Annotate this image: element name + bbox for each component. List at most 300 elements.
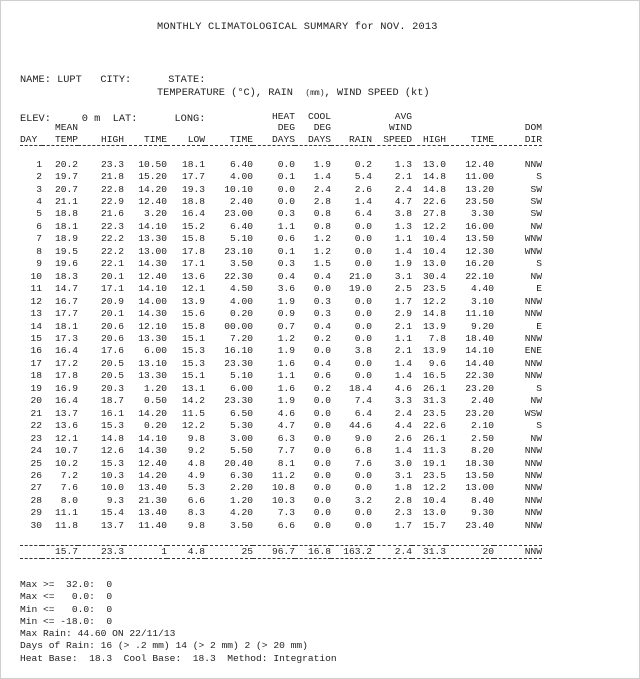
table-row <box>20 408 542 420</box>
cell-dom-dir: NNW <box>524 469 542 481</box>
cell-high: 20.5 <box>100 357 124 369</box>
cell-wind-high: 9.6 <box>428 357 446 369</box>
cell-high-time: 0.50 <box>143 395 167 407</box>
column-header-day: DAY <box>20 133 38 145</box>
total-heat-deg-days: 96.7 <box>271 545 295 557</box>
cell-low: 15.3 <box>181 345 205 357</box>
column-header-avg-wind-speed: AVG <box>394 111 412 122</box>
station-elevation-line: ELEV: 0 m LAT: LONG: <box>20 113 206 125</box>
cell-wind-high: 30.4 <box>422 270 446 282</box>
cell-dom-dir: NW <box>530 432 542 444</box>
cell-dom-dir: S <box>536 382 542 394</box>
cell-high-time: 13.40 <box>138 507 167 519</box>
cell-day: 10 <box>30 270 42 282</box>
cell-avg-wind-speed: 1.4 <box>394 370 412 382</box>
cell-day: 27 <box>30 482 42 494</box>
column-header-cool-deg-days: DEG <box>313 122 331 134</box>
cell-avg-wind-speed: 3.0 <box>394 457 412 469</box>
cell-day: 16 <box>30 345 42 357</box>
cell-low: 15.2 <box>181 220 205 232</box>
table-row <box>20 308 542 320</box>
cell-wind-high: 19.1 <box>422 457 446 469</box>
cell-cool-deg-days: 0.0 <box>313 507 331 519</box>
cell-avg-wind-speed: 1.1 <box>394 233 412 245</box>
column-header-mean-temp: MEAN <box>54 122 78 134</box>
cell-mean-temp: 18.8 <box>54 208 78 220</box>
cell-low-time: 1.20 <box>229 494 253 506</box>
table-row <box>20 321 542 333</box>
cell-wind-high-time: 12.40 <box>465 158 494 170</box>
divider-line <box>20 559 542 572</box>
table-body <box>20 146 542 572</box>
cell-cool-deg-days: 0.0 <box>313 432 331 444</box>
cell-low-time: 5.10 <box>229 233 253 245</box>
cell-cool-deg-days: 2.8 <box>313 196 331 208</box>
cell-dom-dir: E <box>536 283 542 295</box>
cell-low-time: 23.30 <box>224 395 253 407</box>
cell-low: 15.1 <box>181 333 205 344</box>
column-header-heat-deg-days: DEG <box>277 122 295 134</box>
header-row <box>20 122 542 133</box>
column-header-low-time <box>205 122 253 133</box>
cell-rain: 9.0 <box>354 432 372 444</box>
table-row <box>20 470 542 482</box>
column-header-high-time: TIME <box>143 133 167 145</box>
cell-mean-temp: 16.9 <box>54 382 78 394</box>
table-row <box>20 482 542 494</box>
column-header-wind-high <box>412 111 446 122</box>
cell-wind-high: 11.3 <box>422 445 446 457</box>
cell-wind-high: 22.6 <box>422 196 446 208</box>
cell-low-time: 6.50 <box>229 407 253 419</box>
cell-cool-deg-days: 0.3 <box>313 308 331 320</box>
cell-heat-deg-days: 1.1 <box>277 370 295 382</box>
cell-high-time: 10.50 <box>138 158 167 170</box>
cell-wind-high-time: 11.00 <box>465 171 494 183</box>
cell-low-time: 4.00 <box>229 171 253 183</box>
cell-day: 9 <box>36 258 42 270</box>
cell-high-time: 14.20 <box>138 469 167 481</box>
column-header-avg-wind-speed: SPEED <box>383 133 412 145</box>
cell-high: 9.3 <box>106 494 124 506</box>
cell-cool-deg-days: 0.8 <box>313 208 331 220</box>
table-row <box>20 246 542 258</box>
cell-low-time: 6.40 <box>229 220 253 232</box>
cell-dom-dir: NNW <box>524 333 542 344</box>
cell-wind-high-time: 14.40 <box>465 357 494 369</box>
cell-wind-high-time: 22.30 <box>465 370 494 382</box>
cell-rain: 7.4 <box>354 395 372 407</box>
cell-avg-wind-speed: 4.4 <box>394 420 412 432</box>
cell-heat-deg-days: 3.6 <box>277 283 295 295</box>
table-row <box>20 520 542 532</box>
cell-cool-deg-days: 1.5 <box>313 258 331 270</box>
cell-high: 20.1 <box>100 270 124 282</box>
cell-heat-deg-days: 1.1 <box>277 220 295 232</box>
cell-low: 16.4 <box>181 208 205 220</box>
cell-day: 23 <box>30 432 42 444</box>
cell-dom-dir: NNW <box>524 457 542 469</box>
cell-low-time: 16.10 <box>224 345 253 357</box>
cell-mean-temp: 17.3 <box>54 333 78 344</box>
cell-high: 22.1 <box>100 258 124 270</box>
totals-row <box>20 545 542 558</box>
cell-dom-dir: NW <box>530 270 542 282</box>
summary-footer <box>20 579 337 665</box>
cell-high-time: 14.30 <box>138 258 167 270</box>
cell-high: 21.6 <box>100 208 124 220</box>
cell-wind-high-time: 23.50 <box>465 196 494 208</box>
cell-heat-deg-days: 0.1 <box>277 245 295 257</box>
cell-heat-deg-days: 0.6 <box>277 233 295 245</box>
cell-avg-wind-speed: 2.4 <box>394 407 412 419</box>
cell-mean-temp: 18.1 <box>54 220 78 232</box>
cell-heat-deg-days: 0.4 <box>277 270 295 282</box>
total-low: 4.8 <box>187 545 205 557</box>
cell-dom-dir: ENE <box>524 345 542 357</box>
cell-low: 8.3 <box>187 507 205 519</box>
units-rain: (mm) <box>305 89 325 98</box>
cell-high-time: 14.00 <box>138 295 167 307</box>
cell-wind-high-time: 23.20 <box>465 407 494 419</box>
cell-wind-high: 22.6 <box>422 420 446 432</box>
cell-mean-temp: 8.0 <box>60 494 78 506</box>
cell-rain: 0.0 <box>354 308 372 320</box>
cell-low: 18.8 <box>181 196 205 208</box>
cell-mean-temp: 14.7 <box>54 283 78 295</box>
cell-low-time: 00.00 <box>224 320 253 332</box>
cell-dom-dir: WSW <box>524 407 542 419</box>
total-rain: 163.2 <box>343 545 372 557</box>
cell-high: 22.3 <box>100 220 124 232</box>
cell-avg-wind-speed: 2.1 <box>394 171 412 183</box>
table-row <box>20 221 542 233</box>
cell-cool-deg-days: 0.0 <box>313 420 331 432</box>
cell-avg-wind-speed: 1.1 <box>394 333 412 344</box>
cell-day: 26 <box>30 469 42 481</box>
cell-rain: 0.0 <box>354 245 372 257</box>
cell-avg-wind-speed: 3.1 <box>394 469 412 481</box>
cell-wind-high-time: 2.50 <box>470 432 494 444</box>
cell-cool-deg-days: 0.0 <box>313 519 331 531</box>
cell-high-time: 6.00 <box>143 345 167 357</box>
cell-heat-deg-days: 0.0 <box>277 183 295 195</box>
units-prefix: TEMPERATURE (°C), RAIN <box>157 87 306 99</box>
cell-cool-deg-days: 0.4 <box>313 357 331 369</box>
cell-rain: 18.4 <box>348 382 372 394</box>
table-row <box>20 159 542 171</box>
cell-mean-temp: 11.8 <box>54 519 78 531</box>
cell-day: 29 <box>30 507 42 519</box>
cell-mean-temp: 10.7 <box>54 445 78 457</box>
cell-avg-wind-speed: 2.4 <box>394 183 412 195</box>
cell-dom-dir: SW <box>530 208 542 220</box>
table-row <box>20 358 542 370</box>
cell-heat-deg-days: 1.6 <box>277 382 295 394</box>
cell-low-time: 20.40 <box>224 457 253 469</box>
cell-wind-high: 10.4 <box>422 245 446 257</box>
cell-avg-wind-speed: 1.3 <box>394 158 412 170</box>
column-header-high <box>78 111 124 122</box>
cell-high: 21.8 <box>100 171 124 183</box>
cell-rain: 44.6 <box>348 420 372 432</box>
dashed-divider <box>20 532 542 545</box>
column-header-dom-dir: DIR <box>524 133 542 145</box>
cell-low-time: 2.40 <box>229 196 253 208</box>
table-row <box>20 458 542 470</box>
cell-low: 5.3 <box>187 482 205 494</box>
cell-avg-wind-speed: 1.7 <box>394 519 412 531</box>
cell-wind-high-time: 4.40 <box>470 283 494 295</box>
column-header-low: LOW <box>187 133 205 145</box>
cell-low: 9.8 <box>187 432 205 444</box>
cell-high: 15.3 <box>100 420 124 432</box>
cell-high-time: 12.40 <box>138 270 167 282</box>
cell-avg-wind-speed: 2.1 <box>394 320 412 332</box>
cell-wind-high-time: 3.30 <box>470 208 494 220</box>
cell-wind-high: 10.4 <box>422 494 446 506</box>
cell-high: 15.4 <box>100 507 124 519</box>
cell-day: 12 <box>30 295 42 307</box>
cell-wind-high: 26.1 <box>422 432 446 444</box>
cell-dom-dir: NW <box>530 395 542 407</box>
column-header-high <box>78 122 124 133</box>
cell-day: 13 <box>30 308 42 320</box>
footer-line: Min <= 0.0: 0 <box>20 603 113 615</box>
total-low-time: 25 <box>241 545 253 557</box>
cell-cool-deg-days: 0.0 <box>313 445 331 457</box>
cell-low: 15.8 <box>181 233 205 245</box>
cell-low: 9.8 <box>187 519 205 531</box>
cell-low-time: 4.20 <box>229 507 253 519</box>
table-header <box>20 111 542 146</box>
cell-dom-dir: NNW <box>524 295 542 307</box>
cell-cool-deg-days: 1.9 <box>313 158 331 170</box>
cell-rain: 0.0 <box>354 333 372 344</box>
cell-day: 14 <box>30 320 42 332</box>
cell-day: 28 <box>30 494 42 506</box>
cell-high-time: 12.40 <box>138 196 167 208</box>
cell-wind-high-time: 23.40 <box>465 519 494 531</box>
cell-low-time: 0.20 <box>229 308 253 320</box>
cell-heat-deg-days: 1.9 <box>277 345 295 357</box>
cell-wind-high-time: 9.20 <box>470 320 494 332</box>
cell-rain: 0.0 <box>354 320 372 332</box>
divider-line <box>20 532 542 545</box>
cell-wind-high-time: 12.30 <box>465 245 494 257</box>
cell-wind-high-time: 13.00 <box>465 482 494 494</box>
cell-wind-high: 14.8 <box>422 171 446 183</box>
cell-high: 16.1 <box>100 407 124 419</box>
cell-heat-deg-days: 1.9 <box>277 395 295 407</box>
cell-dom-dir: E <box>536 320 542 332</box>
cell-wind-high: 26.1 <box>422 382 446 394</box>
total-day <box>20 545 42 558</box>
cell-wind-high: 13.0 <box>422 507 446 519</box>
cell-high: 23.3 <box>100 158 124 170</box>
cell-low: 19.3 <box>181 183 205 195</box>
report-title: MONTHLY CLIMATOLOGICAL SUMMARY for NOV. 2013 <box>157 21 438 33</box>
cell-dom-dir: NNW <box>524 482 542 494</box>
cell-day: 4 <box>36 196 42 208</box>
cell-cool-deg-days: 0.0 <box>313 283 331 295</box>
cell-rain: 0.2 <box>354 158 372 170</box>
cell-cool-deg-days: 2.4 <box>313 183 331 195</box>
cell-high: 20.6 <box>100 320 124 332</box>
cell-low-time: 3.00 <box>229 432 253 444</box>
column-header-dom-dir: DOM <box>524 122 542 134</box>
cell-mean-temp: 19.5 <box>54 245 78 257</box>
cell-cool-deg-days: 0.4 <box>313 270 331 282</box>
cell-rain: 19.0 <box>348 283 372 295</box>
units-suffix: , WIND SPEED (kt) <box>324 87 430 99</box>
units-line <box>157 87 430 99</box>
cell-wind-high-time: 16.20 <box>465 258 494 270</box>
cell-low: 14.2 <box>181 395 205 407</box>
cell-day: 5 <box>36 208 42 220</box>
cell-high: 15.3 <box>100 457 124 469</box>
cell-heat-deg-days: 1.6 <box>277 357 295 369</box>
cell-high: 13.7 <box>100 519 124 531</box>
table-row <box>20 507 542 519</box>
cell-cool-deg-days: 1.2 <box>313 233 331 245</box>
cell-high-time: 0.20 <box>143 420 167 432</box>
cell-rain: 6.4 <box>354 208 372 220</box>
table-row <box>20 296 542 308</box>
column-header-day <box>20 122 42 133</box>
cell-high: 10.0 <box>100 482 124 494</box>
cell-cool-deg-days: 0.0 <box>313 469 331 481</box>
cell-low: 17.7 <box>181 171 205 183</box>
summary-table <box>20 111 542 572</box>
cell-heat-deg-days: 0.9 <box>277 308 295 320</box>
column-header-mean-temp: TEMP <box>54 133 78 145</box>
cell-wind-high: 23.5 <box>422 469 446 481</box>
cell-dom-dir: NNW <box>524 507 542 519</box>
column-header-wind-high-time: TIME <box>470 133 494 145</box>
cell-low: 15.1 <box>181 370 205 382</box>
cell-day: 11 <box>30 283 42 295</box>
cell-low: 12.2 <box>181 420 205 432</box>
cell-heat-deg-days: 0.0 <box>277 196 295 208</box>
cell-heat-deg-days: 4.7 <box>277 420 295 432</box>
cell-cool-deg-days: 1.2 <box>313 245 331 257</box>
cell-wind-high-time: 23.20 <box>465 382 494 394</box>
cell-dom-dir: S <box>536 420 542 432</box>
cell-dom-dir: NNW <box>524 445 542 457</box>
cell-mean-temp: 12.1 <box>54 432 78 444</box>
cell-mean-temp: 10.2 <box>54 457 78 469</box>
cell-cool-deg-days: 0.4 <box>313 320 331 332</box>
footer-line: Min <= -18.0: 0 <box>20 615 113 627</box>
cell-day: 20 <box>30 395 42 407</box>
cell-wind-high: 13.0 <box>422 158 446 170</box>
cell-wind-high-time: 2.10 <box>470 420 494 432</box>
cell-avg-wind-speed: 4.7 <box>394 196 412 208</box>
cell-rain: 3.8 <box>354 345 372 357</box>
column-header-high-time <box>124 111 167 122</box>
cell-rain: 6.4 <box>354 407 372 419</box>
cell-day: 22 <box>30 420 42 432</box>
cell-high: 10.3 <box>100 469 124 481</box>
cell-high: 20.9 <box>100 295 124 307</box>
total-high-time: 1 <box>161 545 167 557</box>
cell-high: 18.7 <box>100 395 124 407</box>
cell-high: 20.1 <box>100 308 124 320</box>
cell-high: 17.6 <box>100 345 124 357</box>
cell-cool-deg-days: 0.0 <box>313 494 331 506</box>
cell-avg-wind-speed: 3.1 <box>394 270 412 282</box>
cell-heat-deg-days: 7.3 <box>277 507 295 519</box>
cell-mean-temp: 17.7 <box>54 308 78 320</box>
cell-high-time: 14.10 <box>138 432 167 444</box>
cell-heat-deg-days: 11.2 <box>271 469 295 481</box>
table-row <box>20 383 542 395</box>
column-header-high-time <box>124 122 167 133</box>
cell-avg-wind-speed: 3.8 <box>394 208 412 220</box>
cell-high-time: 14.30 <box>138 445 167 457</box>
cell-wind-high-time: 18.30 <box>465 457 494 469</box>
cell-avg-wind-speed: 4.6 <box>394 382 412 394</box>
table-row <box>20 271 542 283</box>
cell-wind-high-time: 2.40 <box>470 395 494 407</box>
footer-line: Max Rain: 44.60 ON 22/11/13 <box>20 628 176 640</box>
cell-wind-high: 12.2 <box>422 295 446 307</box>
cell-wind-high: 23.5 <box>422 283 446 295</box>
table-row <box>20 258 542 270</box>
cell-rain: 0.0 <box>354 469 372 481</box>
column-header-avg-wind-speed: WIND <box>388 122 412 134</box>
cell-wind-high-time: 13.50 <box>465 469 494 481</box>
cell-high-time: 11.40 <box>138 519 167 531</box>
cell-wind-high: 31.3 <box>422 395 446 407</box>
cell-avg-wind-speed: 2.5 <box>394 283 412 295</box>
cell-high: 22.2 <box>100 233 124 245</box>
cell-cool-deg-days: 0.3 <box>313 295 331 307</box>
cell-low-time: 4.00 <box>229 295 253 307</box>
cell-day: 19 <box>30 382 42 394</box>
cell-avg-wind-speed: 1.8 <box>394 482 412 494</box>
cell-cool-deg-days: 0.2 <box>313 333 331 344</box>
table-row <box>20 333 542 345</box>
cell-dom-dir: SW <box>530 183 542 195</box>
table-row <box>20 184 542 196</box>
cell-rain: 0.0 <box>354 233 372 245</box>
total-avg-wind-speed: 2.4 <box>394 545 412 557</box>
table-row <box>20 370 542 382</box>
table-row <box>20 433 542 445</box>
cell-wind-high: 10.4 <box>422 233 446 245</box>
cell-wind-high: 12.2 <box>422 220 446 232</box>
table-row <box>20 196 542 208</box>
cell-wind-high-time: 16.00 <box>465 220 494 232</box>
table-row <box>20 495 542 507</box>
cell-low: 13.9 <box>181 295 205 307</box>
cell-low-time: 5.10 <box>229 370 253 382</box>
cell-mean-temp: 7.6 <box>60 482 78 494</box>
cell-wind-high: 14.8 <box>422 308 446 320</box>
cell-rain: 0.0 <box>354 507 372 519</box>
cell-avg-wind-speed: 1.4 <box>394 245 412 257</box>
column-header-high: HIGH <box>100 133 124 145</box>
total-wind-high: 31.3 <box>422 545 446 557</box>
cell-high-time: 13.30 <box>138 370 167 382</box>
table-row <box>20 395 542 407</box>
column-header-heat-deg-days: HEAT <box>271 111 295 122</box>
cell-low: 9.2 <box>187 445 205 457</box>
cell-wind-high: 13.0 <box>422 258 446 270</box>
cell-dom-dir: WNW <box>524 233 542 245</box>
